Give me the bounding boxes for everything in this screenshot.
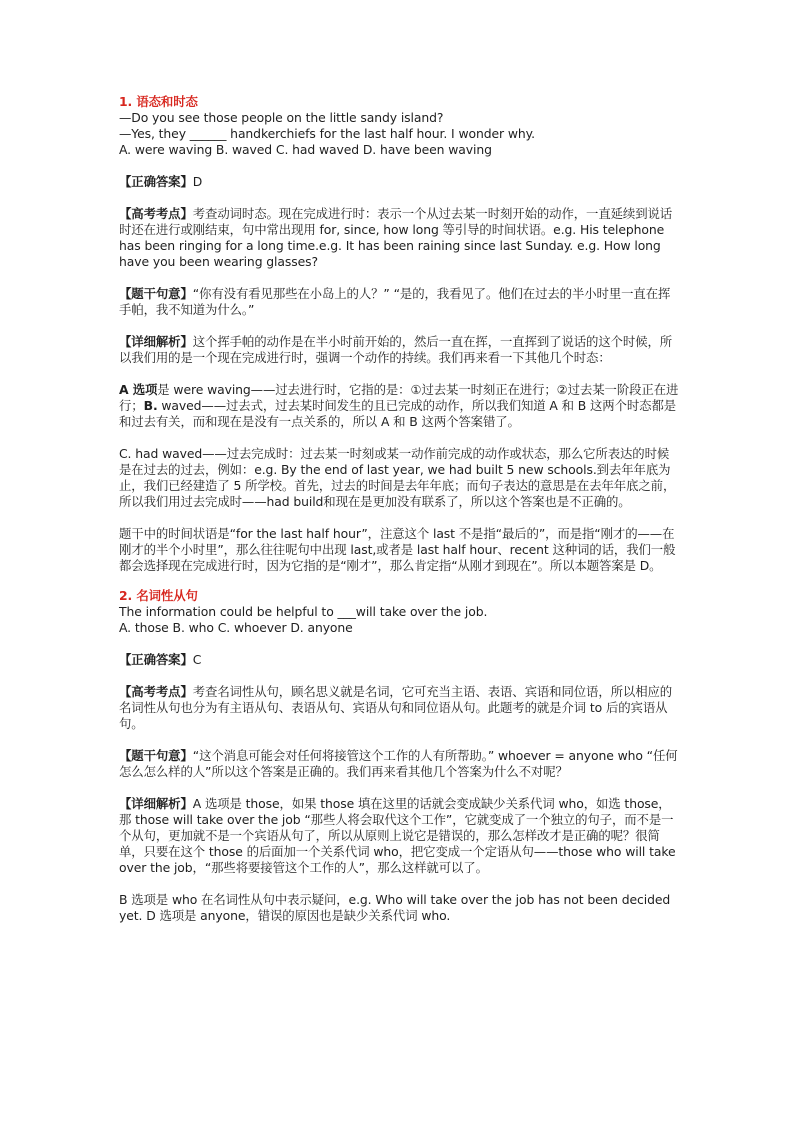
answer-value: D [192, 174, 203, 189]
jiexi-text: A 选项是 those，如果 those 填在这里的话就会变成缺少关系代词 who，如选 those，那 those will take over the job “那些人将会取代这个工作”，它就变成了一个独立的句子，而不是一个从句，更加就不是一个宾语从句了，所以从原则上说它是错误的，那么怎样改才是正确的呢？很简单，只要在这个 those 的后面加一个关系代词 who，把它变成一个定语从句——those who will take over the job，“那些将要接管这个工作的人”，那么这样就可以了。 [119, 796, 676, 875]
q1-kaodian [119, 206, 679, 270]
kaodian-text: 考查名词性从句，顾名思义就是名词，它可充当主语、表语、宾语和同位语，所以相应的名词性从句也分为有主语从句、表语从句、宾语从句和同位语从句。此题考的就是介词 to 后的宾语从句。 [119, 684, 673, 731]
q2-kaodian [119, 684, 679, 732]
q1-question-line-1: —Do you see those people on the little sandy island? [119, 110, 444, 125]
q2-options: A. those B. who C. whoever D. anyone [119, 620, 353, 635]
jiexi-text: 这个挥手帕的动作是在半小时前开始的，然后一直在挥，一直挥到了说话的这个时候，所以我们用的是一个现在完成进行时，强调一个动作的持续。我们再来看一下其他几个时态： [119, 334, 673, 365]
q1-option-c-analysis: C. had waved——过去完成时：过去某一时刻或某一动作前完成的动作或状态，那么它所表达的时候是在过去的过去，例如：e.g. By the end of last year, we had built 5 new schools.到去年年底为止，我们已经建造了 5 所学校。首先，过去的时间是去年年底；而句子表达的意思是在去年年底之前，所以我们用过去完成时——had build和现在是更加没有联系了，所以这个答案也是不正确的。 [119, 446, 676, 509]
juyi-tag: 【题干句意】 [119, 286, 193, 301]
q1-option-ab-analysis [119, 382, 679, 430]
option-a-lead: A 选项 [119, 382, 158, 397]
answer-value: C [192, 652, 202, 667]
q1-summary: 题干中的时间状语是“for the last half hour”，注意这个 last 不是指“最后的”，而是指“刚才的——在刚才的半个小时里”，那么往往呢句中出现 last,或者是 last half hour、recent 这种词的话，我们一般都会选择现在完成进行时，因为它指的是“刚才”，那么肯定指“从刚才到现在”。所以本题答案是 D。 [119, 526, 676, 573]
q2-jiexi [119, 796, 679, 876]
option-b-text: waved——过去式，过去某时间发生的且已完成的动作，所以我们知道 A 和 B 这两个时态都是和过去有关，而和现在是没有一点关系的，所以 A 和 B 这两个答案错了。 [119, 398, 677, 429]
jiexi-tag: 【详细解析】 [119, 334, 193, 349]
answer-tag: 【正确答案】 [119, 652, 193, 667]
juyi-text: “这个消息可能会对任何将接管这个工作的人有所帮助。” whoever = anyone who “任何怎么怎么样的人”所以这个答案是正确的。我们再来看其他几个答案为什么不对呢？ [119, 748, 678, 779]
jiexi-tag: 【详细解析】 [119, 796, 193, 811]
q1-options: A. were waving B. waved C. had waved D. have been waving [119, 142, 492, 157]
q1-jiexi [119, 334, 679, 366]
option-b-lead: B. [143, 398, 158, 413]
juyi-tag: 【题干句意】 [119, 748, 193, 763]
juyi-text: “你有没有看见那些在小岛上的人？” “是的，我看见了。他们在过去的半小时里一直在挥手帕，我不知道为什么。” [119, 286, 671, 317]
q1-question-line-2: —Yes, they ______ handkerchiefs for the last half hour. I wonder why. [119, 126, 535, 141]
kaodian-tag: 【高考考点】 [119, 684, 193, 699]
q1-heading: 1. 语态和时态 [119, 94, 198, 109]
kaodian-tag: 【高考考点】 [119, 206, 193, 221]
kaodian-text: 考查动词时态。现在完成进行时：表示一个从过去某一时刻开始的动作，一直延续到说话时还在进行或刚结束，句中常出现用 for, since, how long 等引导的时间状语。e.g. His telephone has been ringing for a long time.e.g. It has been raining since last Sunday. e.g. How long have you been wearing glasses? [119, 206, 673, 269]
q2-juyi [119, 748, 679, 780]
answer-tag: 【正确答案】 [119, 174, 193, 189]
q2-question-line-1: The information could be helpful to ___will take over the job. [119, 604, 488, 619]
document-body [119, 94, 679, 924]
option-a-text: 是 were waving——过去进行时，它指的是：①过去某一时刻正在进行；②过去某一阶段正在进行； [119, 382, 679, 413]
q1-answer [119, 174, 679, 190]
q2-option-b-analysis: B 选项是 who 在名词性从句中表示疑问，e.g. Who will take over the job has not been decided yet. D 选项是 anyone，错误的原因也是缺少关系代词 who. [119, 892, 671, 923]
q2-heading: 2. 名词性从句 [119, 588, 198, 603]
q2-answer [119, 652, 679, 668]
q1-juyi [119, 286, 679, 318]
